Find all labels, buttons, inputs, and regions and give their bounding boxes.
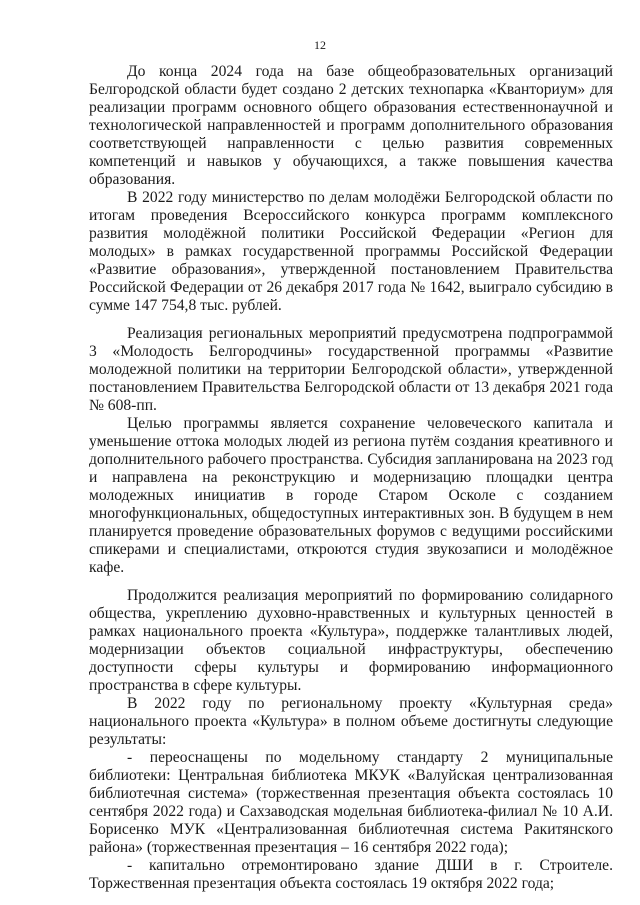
list-item-libraries: - переоснащены по модельному стандарту 2 муниципальные библиотеки: Центральная библиотека МКУК «Валуйская централизованная библиотечная система» (торжественная презентация объекта состоялась 10 сентября 2022 года) и Сахзаводская модельная библиотека-филиал № 10 А.И. Борисенко МУК «Централизованная библиотечная система Ракитянского района» (торжественная презентация – 16 сентября 2022 года); (89, 749, 613, 856)
paragraph-program-goal: Целью программы является сохранение человеческого капитала и уменьшение оттока молодых людей из региона путём создания креативного и дополнительного рабочего пространства. Субсидия запланирована на 2023 год и направлена на реконструкцию и модернизацию площадки центра молодежных инициатив в городе Старом Осколе с созданием многофункциональных, общедоступных интерактивных зон. В будущем в нем планируется проведение образовательных форумов с ведущими российскими спикерами и специалистами, откроются студия звукозаписи и молодёжное кафе. (89, 415, 613, 576)
list-item-art-school: - капитально отремонтировано здание ДШИ в г. Строителе. Торжественная презентация объекта состоялась 19 октября 2022 года; (89, 857, 613, 892)
body-text (89, 63, 613, 893)
paragraph-regional-activities: Реализация региональных мероприятий предусмотрена подпрограммой 3 «Молодость Белгородчины» государственной программы «Развитие молодежной политики на территории Белгородской области», утвержденной постановлением Правительства Белгородской области от 13 декабря 2021 года № 608-пп. (89, 325, 613, 414)
paragraph-kvantorium: До конца 2024 года на базе общеобразовательных организаций Белгородской области будет создано 2 детских технопарка «Кванториум» для реализации программ основного общего образования естественнонаучной и технологической направленностей и программ дополнительного образования соответствующей направленности с целью развития современных компетенций и навыков у обучающихся, а также повышения качества образования. (89, 63, 613, 188)
paragraph-culture-project: Продолжится реализация мероприятий по формированию солидарного общества, укреплению духовно-нравственных и культурных ценностей в рамках национального проекта «Культура», поддержке талантливых людей, модернизации объектов социальной инфраструктуры, обеспечению доступности сферы культуры и формированию информационного пространства в сфере культуры. (89, 587, 613, 694)
paragraph-youth-grant: В 2022 году министерство по делам молодёжи Белгородской области по итогам проведения Всероссийского конкурса программ комплексного развития молодёжной политики Российской Федерации «Регион для молодых» в рамках государственной программы Российской Федерации «Развитие образования», утвержденной постановлением Правительства Российской Федерации от 26 декабря 2017 года № 1642, выиграло субсидию в сумме 147 754,8 тыс. рублей. (89, 189, 613, 314)
page-number: 12 (314, 38, 326, 52)
paragraph-cultural-environment: В 2022 году по региональному проекту «Культурная среда» национального проекта «Культура» в полном объеме достигнуты следующие результаты: (89, 695, 613, 748)
